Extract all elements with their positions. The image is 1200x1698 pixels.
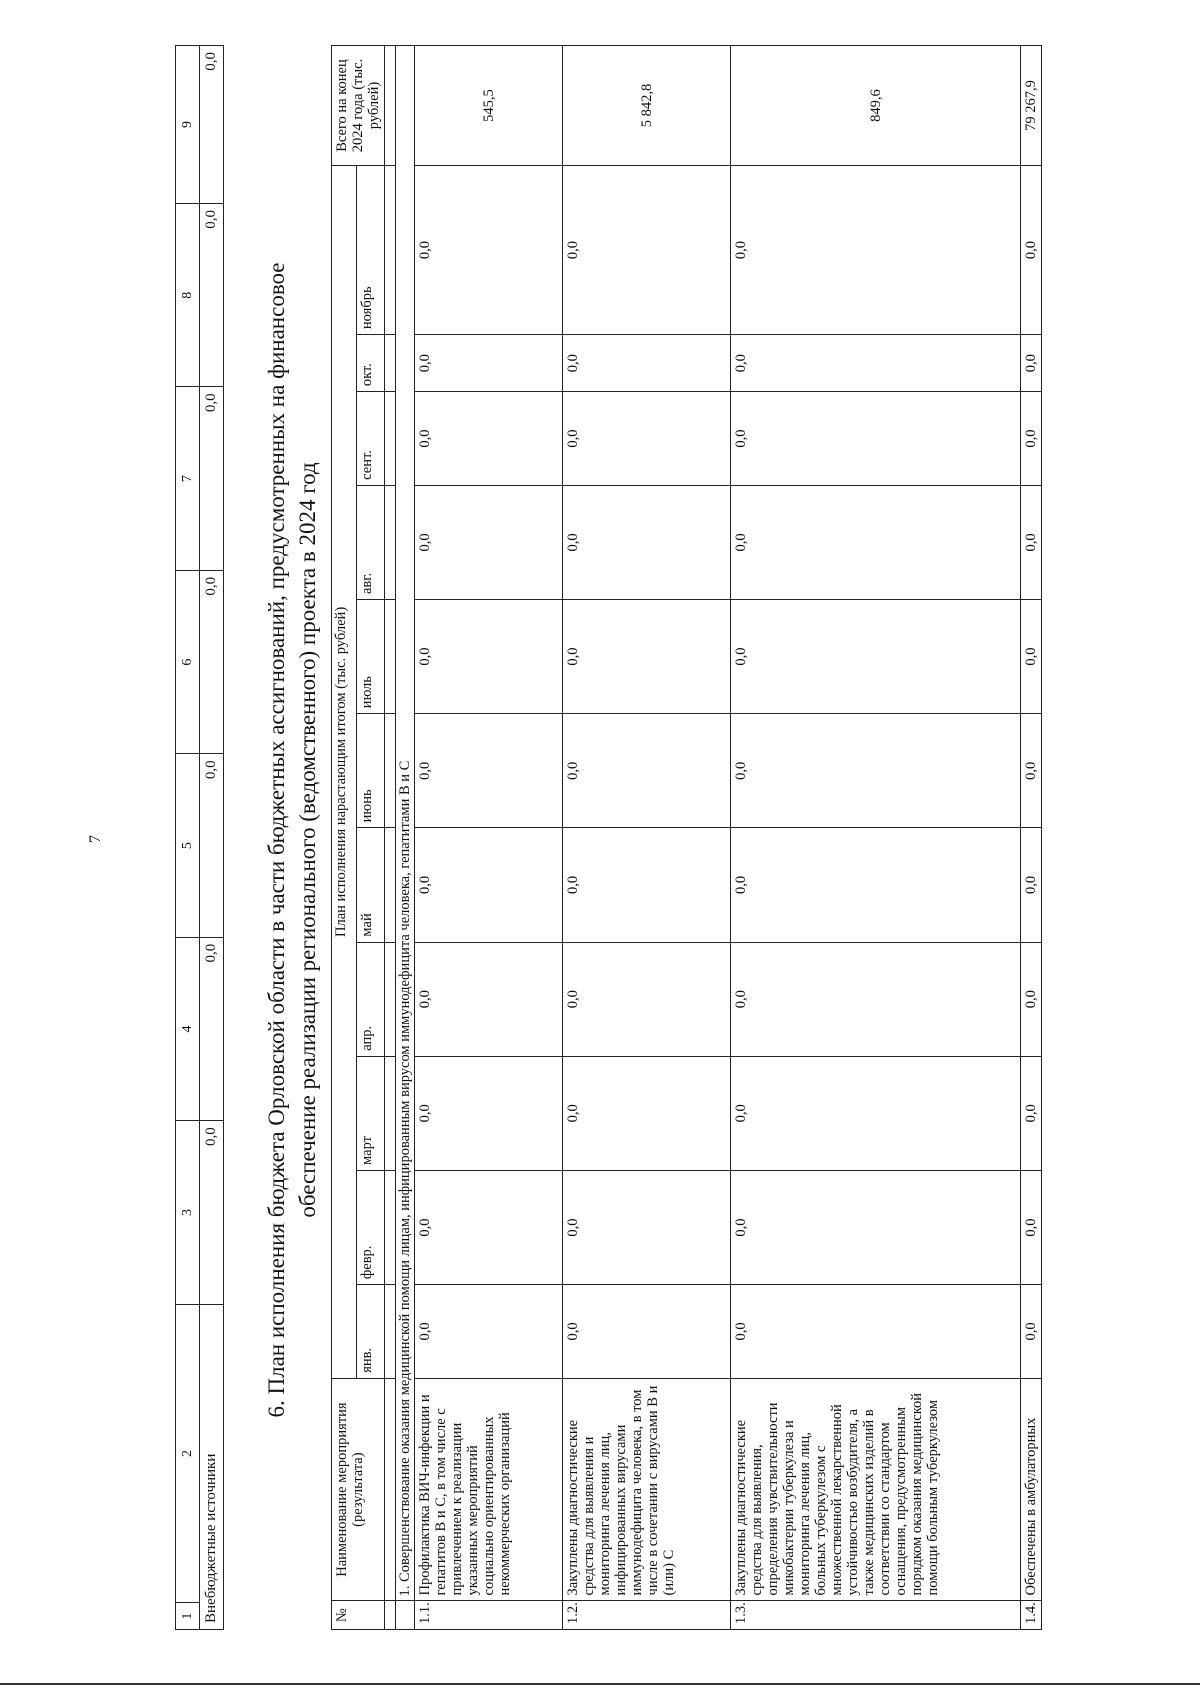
row-total: 545,5 xyxy=(415,46,563,166)
month-value: 0,0 xyxy=(1021,714,1042,828)
month-value: 0,0 xyxy=(731,828,1021,942)
month-value: 0,0 xyxy=(563,335,731,392)
month-value: 0,0 xyxy=(415,1170,563,1284)
title-line-2: обеспечение реализации регионального (ведомственного) проекта в 2024 год xyxy=(295,462,320,1218)
month-value: 0,0 xyxy=(731,1056,1021,1170)
month-header: сент. xyxy=(357,392,385,486)
source-value: 0,0 xyxy=(200,937,224,1120)
sources-data-row xyxy=(200,46,224,1630)
month-value: 0,0 xyxy=(1021,166,1042,335)
month-value: 0,0 xyxy=(563,166,731,335)
month-value: 0,0 xyxy=(731,942,1021,1056)
row-total: 5 842,8 xyxy=(563,46,731,166)
month-value: 0,0 xyxy=(415,942,563,1056)
month-value: 0,0 xyxy=(415,714,563,828)
row-name: Закуплены диагностические средства для выявления, определения чувствительности микобактерии туберкулеза и мониторинга лечения лиц, больных туберкулезом с множественной лекарственной устойчивостью возбудителя, а также медицинских изделий в соответствии со стандартом оснащения, предусмотренным порядком оказания медицинской помощи больным туберкулезом xyxy=(731,1378,1021,1601)
col-header: 3 xyxy=(176,1121,200,1304)
month-value: 0,0 xyxy=(563,1056,731,1170)
month-value: 0,0 xyxy=(415,485,563,599)
scan-edge-line xyxy=(0,1683,1200,1685)
month-value: 0,0 xyxy=(731,392,1021,486)
month-value: 0,0 xyxy=(731,714,1021,828)
row-total: 79 267,9 xyxy=(1021,46,1042,166)
month-value: 0,0 xyxy=(731,1170,1021,1284)
month-value: 0,0 xyxy=(415,392,563,486)
month-value: 0,0 xyxy=(415,600,563,714)
month-header: янв. xyxy=(357,1285,385,1379)
month-value: 0,0 xyxy=(1021,335,1042,392)
source-value: 0,0 xyxy=(200,387,224,570)
month-value: 0,0 xyxy=(563,392,731,486)
row-name: Профилактика ВИЧ-инфекции и гепатитов В и С, в том числе с привлечением к реализации указанных мероприятий социально ориентированных некоммерческих организаций xyxy=(415,1378,563,1601)
row-name: Закуплены диагностические средства для выявления и мониторинга лечения лиц, инфицированных вирусами иммунодефицита человека, в том числе в сочетании с вирусами В и (или) С xyxy=(563,1378,731,1601)
table-row xyxy=(415,46,563,1630)
col-header: 2 xyxy=(176,1304,200,1603)
month-header: ноябрь xyxy=(357,166,385,335)
source-value: 0,0 xyxy=(200,203,224,386)
month-value: 0,0 xyxy=(731,600,1021,714)
page-number: 7 xyxy=(87,835,104,843)
month-value: 0,0 xyxy=(563,942,731,1056)
month-header: авг. xyxy=(357,485,385,599)
month-value: 0,0 xyxy=(415,166,563,335)
section-row xyxy=(396,46,415,1630)
sources-header-row xyxy=(176,46,200,1630)
table-row xyxy=(1021,46,1042,1630)
month-header: апр. xyxy=(357,942,385,1056)
month-value: 0,0 xyxy=(731,166,1021,335)
source-value: 0,0 xyxy=(200,1121,224,1304)
month-value: 0,0 xyxy=(563,1170,731,1284)
rotated-page-content xyxy=(175,45,1175,1630)
source-label: Внебюджетные источники xyxy=(200,1304,224,1629)
month-value: 0,0 xyxy=(1021,1285,1042,1379)
month-value: 0,0 xyxy=(731,1285,1021,1379)
month-value: 0,0 xyxy=(415,1056,563,1170)
month-value: 0,0 xyxy=(731,485,1021,599)
col-header: 1 xyxy=(176,1603,200,1630)
month-header: окт. xyxy=(357,335,385,392)
header-spacer-row xyxy=(385,46,396,1630)
row-number: 1.3. xyxy=(731,1601,1021,1630)
header-plan: План исполнения нарастающим итогом (тыс. рублей) xyxy=(332,166,357,1379)
header-total: Всего на конец 2024 года (тыс. рублей) xyxy=(332,46,385,166)
month-header: май xyxy=(357,828,385,942)
row-total: 849,6 xyxy=(731,46,1021,166)
col-header: 4 xyxy=(176,937,200,1120)
month-value: 0,0 xyxy=(563,828,731,942)
month-header: февр. xyxy=(357,1170,385,1284)
header-number: № xyxy=(332,1601,385,1630)
header-row-1 xyxy=(332,46,357,1630)
title-line-1: 6. План исполнения бюджета Орловской области в части бюджетных ассигнований, предусмотренных на финансовое xyxy=(264,262,289,1418)
month-header: июнь xyxy=(357,714,385,828)
month-value: 0,0 xyxy=(415,335,563,392)
header-name: Наименование мероприятия (результата) xyxy=(332,1378,385,1601)
month-value: 0,0 xyxy=(415,828,563,942)
source-value: 0,0 xyxy=(200,46,224,204)
table-row xyxy=(563,46,731,1630)
month-value: 0,0 xyxy=(1021,485,1042,599)
table-row xyxy=(731,46,1021,1630)
month-value: 0,0 xyxy=(563,1285,731,1379)
month-header: июль xyxy=(357,600,385,714)
col-header: 5 xyxy=(176,754,200,937)
month-header: март xyxy=(357,1056,385,1170)
month-value: 0,0 xyxy=(1021,1170,1042,1284)
source-value: 0,0 xyxy=(200,754,224,937)
col-header: 8 xyxy=(176,203,200,386)
sources-table xyxy=(175,45,224,1630)
month-value: 0,0 xyxy=(563,485,731,599)
col-header: 7 xyxy=(176,387,200,570)
row-number: 1.1. xyxy=(415,1601,563,1630)
month-value: 0,0 xyxy=(1021,1056,1042,1170)
row-name: Обеспечены в амбулаторных xyxy=(1021,1378,1042,1601)
month-value: 0,0 xyxy=(1021,942,1042,1056)
month-value: 0,0 xyxy=(1021,392,1042,486)
budget-plan-table xyxy=(331,45,1042,1630)
month-value: 0,0 xyxy=(563,714,731,828)
month-value: 0,0 xyxy=(1021,828,1042,942)
row-number: 1.4. xyxy=(1021,1601,1042,1630)
section-heading: 1. Совершенствование оказания медицинской помощи лицам, инфицированным вирусом иммунодефицита человека, гепатитами В и С xyxy=(396,46,415,1601)
month-value: 0,0 xyxy=(1021,600,1042,714)
month-value: 0,0 xyxy=(563,600,731,714)
section-title xyxy=(261,130,323,1550)
col-header: 6 xyxy=(176,570,200,753)
source-value: 0,0 xyxy=(200,570,224,753)
row-number: 1.2. xyxy=(563,1601,731,1630)
month-value: 0,0 xyxy=(415,1285,563,1379)
col-header: 9 xyxy=(176,46,200,204)
month-value: 0,0 xyxy=(731,335,1021,392)
